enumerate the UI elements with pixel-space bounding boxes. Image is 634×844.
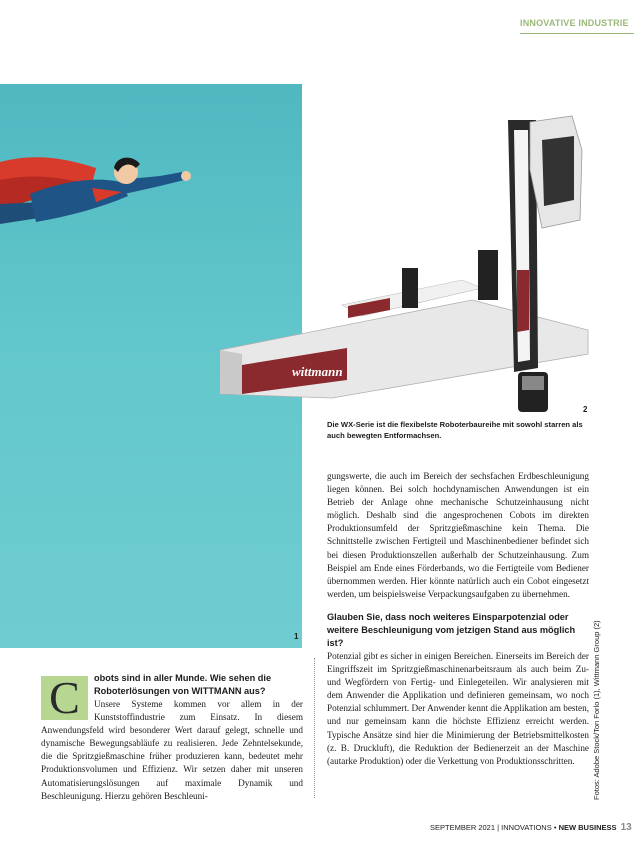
dropcap: C [41,676,88,720]
answer-1-continuation: gungswerte, die auch im Bereich der sechsfachen Erdbeschleunigung liegen können. Bei solch hochdynamischen Anwendungen ist ein Betrieb der Anlage ohne mechanische Schutzeinhausung nicht möglich. Deshalb sind die angesprochenen Cobots im direkten Produktionsumfeld der Spritzgießmaschine kein Thema. Die Schnittstelle zwischen Fertigteil und Maschinenbediener befindet sich bei diesen Produktionszellen außerhalb der Schutzeinhausung. Zum Beispiel am Ende eines Förderbands, wo die Fertigteile vom Bediener übernommen werden. Hier könnte natürlich auch ein Cobot eingesetzt werden, um beispielsweise Verpackungsaufgaben zu übernehmen. [327,471,589,599]
footer-magazine: INNOVATIONS [501,823,552,832]
footer-bullet: • [553,823,557,832]
figure-number-2: 2 [583,405,588,414]
robot-brand-label: wittmann [292,364,343,379]
right-column [327,470,589,768]
wittmann-robot-image [212,110,592,420]
figure-caption: Die WX-Serie ist die flexibelste Roboterbaureihe mit sowohl starren als auch bewegten Entformachsen. [327,420,583,440]
footer-date: SEPTEMBER 2021 [430,823,496,832]
photo-credits: Fotos: Adobe Stock/Ton Forlo (1), Wittmann Group (2) [592,620,601,800]
section-rule [520,33,634,34]
answer-1: Unsere Systeme kommen vor allem in der Kunststoffindustrie zum Einsatz. In diesem Anwendungsfeld wird besonderer Wert darauf gelegt, schnelle und dynamische Bewegungsabläufe zu realisieren. Jede Zehntelsekunde, die die Spritzgießmaschine früher produzieren kann, bedeutet mehr Produktionsvolumen und Effizienz. Wir setzen daher mit unseren Automatisierungslösungen auf maximale Dynamik und Beschleunigung. Hierzu gehören Beschleuni- [41,699,303,801]
section-tag: INNOVATIVE INDUSTRIE [520,18,629,28]
page-number: 13 [620,822,632,833]
question-2: Glauben Sie, dass noch weiteres Einsparpotenzial oder weitere Beschleunigung vom jetzigen Stand aus möglich ist? [327,611,576,648]
page-footer [430,822,632,833]
question-1: obots sind in aller Munde. Wie sehen die Roboterlösungen von WITTMANN aus? [94,673,272,696]
left-column [41,672,303,803]
footer-edition: NEW BUSINESS [558,823,617,832]
figure-number-1: 1 [294,632,299,641]
column-divider [314,658,315,798]
answer-2: Potenzial gibt es sicher in einigen Bereichen. Einerseits im Bereich der Eingriffszeit im Spritzgießmaschinenarbeitsraum als auch beim Zu- und Wegfördern von Fertig- und Einlegeteilen. Wir analysieren mit dem Anwender die Applikation und definieren gemeinsam, wo noch Potenzial schlummert. Der Anwender kennt die Applikation am besten, und nur gemeinsam kann die höchste Effizienz erreicht werden. Typische Ansätze sind hier die Minimierung der Betriebsmittelkosten (z. B. Druckluft), die Reduktion der Bedienerzeit an der Maschine (autarke Produktion) oder die Verkettung von Produktionsschritten. [327,650,589,766]
footer-separator: | [497,823,500,832]
